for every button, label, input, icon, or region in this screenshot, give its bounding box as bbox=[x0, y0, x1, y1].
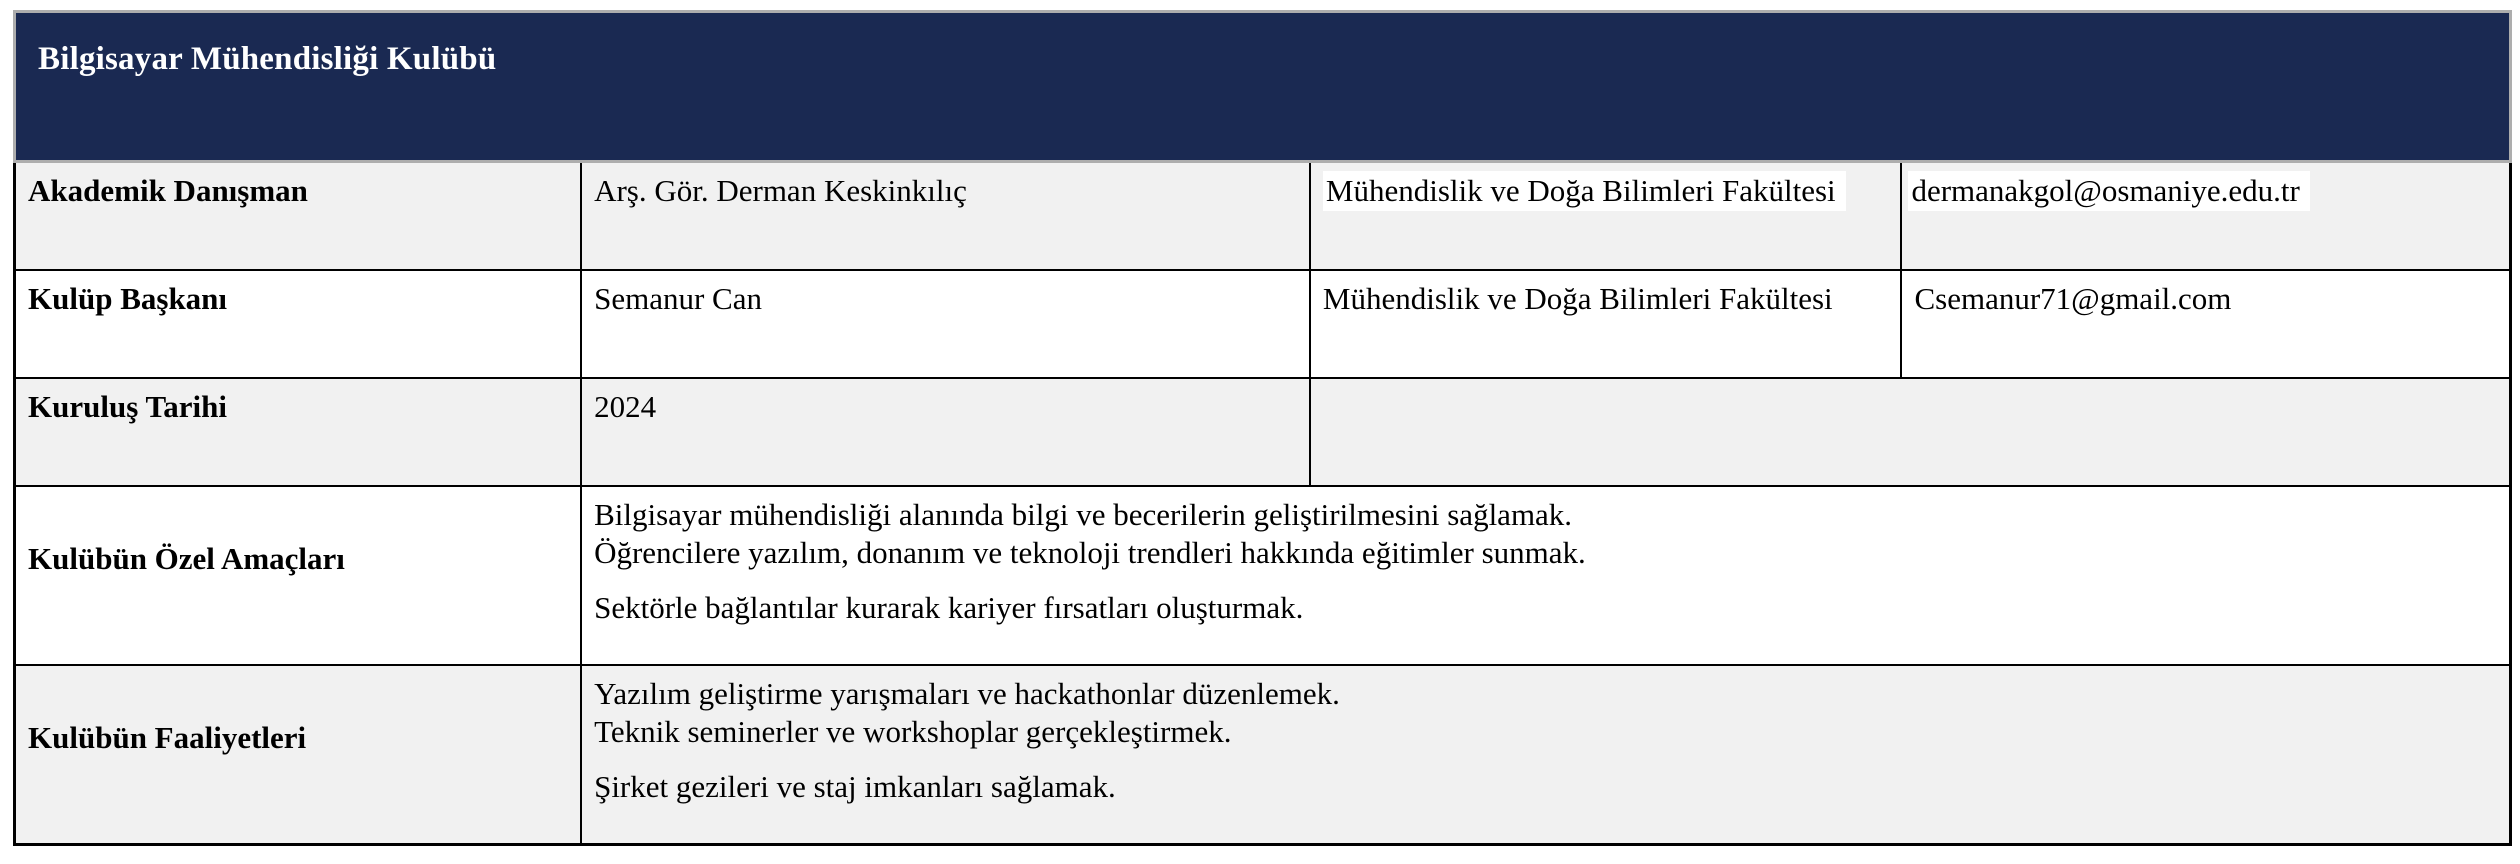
founding-date-value: 2024 bbox=[581, 378, 1310, 486]
founding-date-empty-cell bbox=[1310, 378, 2511, 486]
advisor-faculty: Mühendislik ve Doğa Bilimleri Fakültesi bbox=[1323, 171, 1846, 211]
advisor-email: dermanakgol@osmaniye.edu.tr bbox=[1908, 171, 2309, 211]
advisor-faculty-cell bbox=[1310, 162, 1902, 270]
activities-content-cell bbox=[581, 665, 2510, 845]
club-info-table bbox=[13, 10, 2512, 846]
club-title: Bilgisayar Mühendisliği Kulübü bbox=[38, 41, 497, 77]
club-title-cell bbox=[15, 12, 2511, 162]
goal-line: Öğrencilere yazılım, donanım ve teknoloji trendleri hakkında eğitimler sunmak. bbox=[594, 535, 1586, 571]
founding-date-label: Kuruluş Tarihi bbox=[15, 378, 582, 486]
header-row bbox=[15, 12, 2511, 162]
president-name: Semanur Can bbox=[581, 270, 1310, 378]
advisor-name: Arş. Gör. Derman Keskinkılıç bbox=[581, 162, 1310, 270]
activity-line: Şirket gezileri ve staj imkanları sağlamak. bbox=[594, 769, 1116, 804]
advisor-email-cell bbox=[1901, 162, 2510, 270]
row-academic-advisor bbox=[15, 162, 2511, 270]
goal-line: Bilgisayar mühendisliği alanında bilgi ve becerilerin geliştirilmesini sağlamak. bbox=[594, 496, 1573, 532]
president-label: Kulüp Başkanı bbox=[15, 270, 582, 378]
goals-label: Kulübün Özel Amaçları bbox=[15, 486, 582, 665]
advisor-label: Akademik Danışman bbox=[15, 162, 582, 270]
president-email: Csemanur71@gmail.com bbox=[1901, 270, 2510, 378]
president-faculty: Mühendislik ve Doğa Bilimleri Fakültesi bbox=[1310, 270, 1902, 378]
row-founding-date bbox=[15, 378, 2511, 486]
activity-line: Yazılım geliştirme yarışmaları ve hackathonlar düzenlemek. bbox=[594, 675, 1340, 711]
activities-label: Kulübün Faaliyetleri bbox=[15, 665, 582, 845]
activity-line: Teknik seminerler ve workshoplar gerçekleştirmek. bbox=[594, 714, 1232, 750]
goal-line: Sektörle bağlantılar kurarak kariyer fırsatları oluşturmak. bbox=[594, 590, 1304, 625]
goals-content-cell bbox=[581, 486, 2510, 665]
row-club-president bbox=[15, 270, 2511, 378]
row-club-activities bbox=[15, 665, 2511, 845]
row-club-goals bbox=[15, 486, 2511, 665]
